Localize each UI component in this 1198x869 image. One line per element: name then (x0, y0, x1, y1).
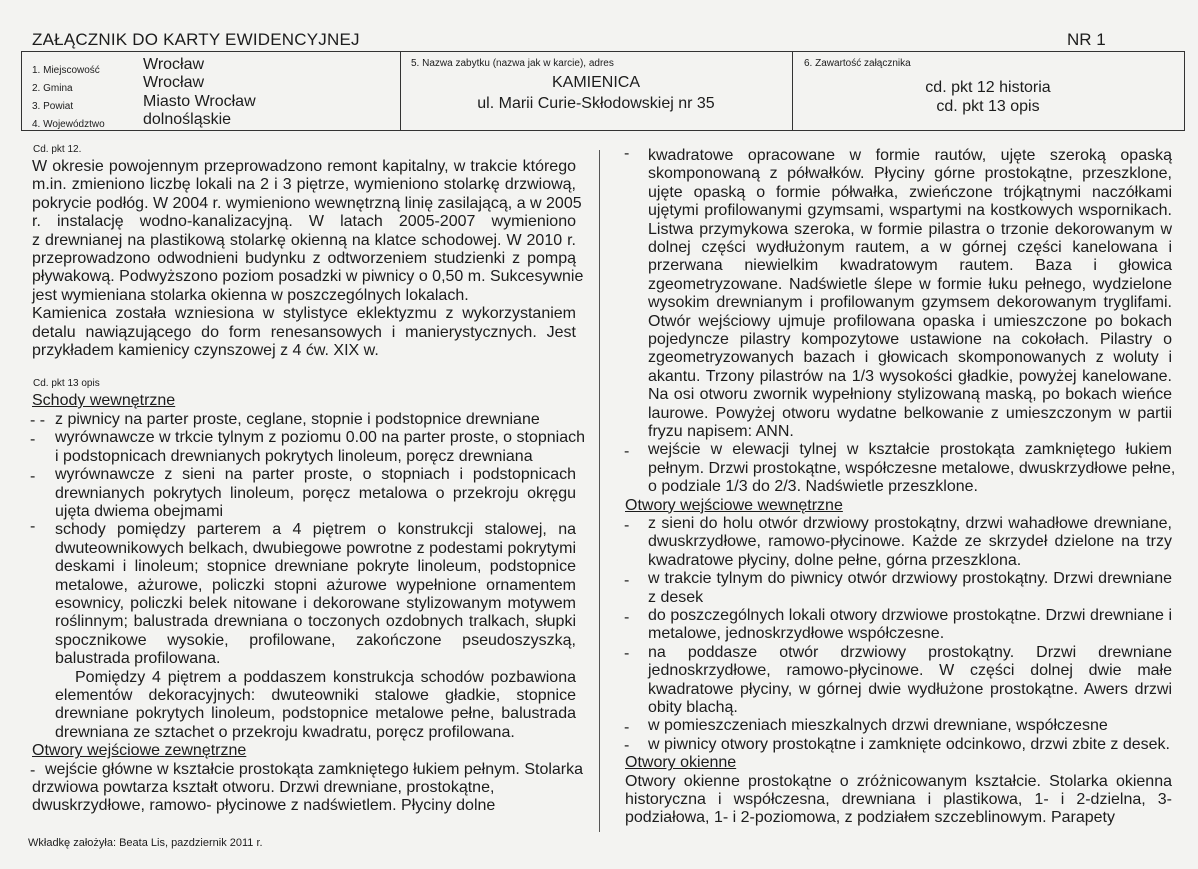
section-heading-otwory-zewnetrzne: Otwory wejściowe zewnętrzne (32, 742, 247, 760)
bullet-dash: - (624, 719, 630, 736)
section-12-label: Cd. pkt 12. (33, 144, 82, 155)
column-divider (599, 150, 600, 832)
continuation-line: zgeometryzowane. Nadświetle ślepe w formie łuku pełnego, wydzielone (648, 275, 1172, 293)
interior-door-line: na poddasze otwór drzwiowy prostokątny. Drzwi drewniane (648, 643, 1172, 661)
entrance-line: dwuskrzydłowe, ramowo- płycinowe z nadświetlem. Płyciny dolne (32, 797, 496, 815)
document-title: ZAŁĄCZNIK DO KARTY EWIDENCYJNEJ (32, 30, 360, 49)
rear-entrance-line: o podziale 1/3 do 2/3. Nadświetle przeszklone. (648, 478, 978, 496)
stairs-line: dwuteownikowych belkach, dwubiegowe powrotne z podestami pokrytymi (55, 539, 576, 557)
history-line: przykładem kamienicy czynszowej z 4 ćw. XIX w. (32, 342, 379, 359)
interior-door-line: obity blachą. (648, 699, 738, 716)
history-line: Kamienica została wzniesiona w stylistyce eklektyzmu z wykorzystaniem (32, 305, 576, 323)
history-line: detalu nawiązującego do form renesansowych i manierystycznych. Jest (32, 323, 576, 341)
contents-line-1: cd. pkt 12 historia (925, 79, 1051, 96)
stairs-line: drewniana ze sztachet o przekroju kwadratu, poręcz profilowana. (55, 723, 515, 741)
history-line: pokrycie podłóg. W 2004 r. wymieniono wewnętrzną linię zasilającą, a w 2005 (32, 194, 582, 212)
bullet-dash: - (30, 762, 36, 779)
monument-address: ul. Marii Curie-Skłodowskiej nr 35 (477, 95, 715, 112)
stairs-line: elementów dekoracyjnych: dwuteowniki stalowe gładkie, stopnice (55, 687, 576, 704)
bullet-dash: - (624, 645, 630, 662)
interior-door-line: dwuskrzydłowe, ramowo-płycinowe. Każde ze skrzydeł dzielone na trzy (648, 533, 1172, 551)
history-line: r. instalację wodno-kanalizacyjną. W latach 2005-2007 wymieniono (32, 213, 576, 231)
continuation-line: fryzu napisem: ANN. (648, 423, 794, 440)
interior-door-line: z sieni do holu otwór drzwiowy prostokątny, drzwi wahadłowe drewniane, (648, 515, 1172, 532)
interior-door-line: w piwnicy otwory prostokątne i zamknięte odcinkowo, drzwi zbite z desek. (648, 735, 1170, 753)
stairs-line: schody pomiędzy parterem a 4 piętrem o konstrukcji stalowej, na (55, 521, 576, 539)
interior-door-line: jednoskrzydłowe, ramowo-płycinowe. W części dolnej dwie małe (648, 662, 1172, 680)
stairs-line: drewniane pokrytych linoleum, podstopnice metalowe pełne, balustrada (55, 705, 576, 723)
contents-line-2: cd. pkt 13 opis (936, 98, 1040, 115)
stairs-line: z piwnicy na parter proste, ceglane, stopnie i podstopnice drewniane (55, 411, 540, 428)
section-heading-otwory-wewnetrzne: Otwory wejściowe wewnętrzne (625, 496, 843, 514)
stairs-line: wyrównawcze z sieni na parter proste, o stopniach i podstopnicach (55, 466, 576, 484)
field-label-miejscowosc: 1. Miejscowość (32, 65, 100, 76)
section-heading-schody: Schody wewnętrzne (32, 392, 176, 409)
history-line: W okresie powojennym przeprowadzono remont kapitalny, w trakcie którego (32, 158, 576, 175)
field-value-wojewodztwo: dolnośląskie (143, 111, 232, 128)
history-line: przeprowadzono odwodnieni budynku z odtworzeniem studzienki z pompą (32, 250, 576, 267)
history-line: pływakową. Podwyższono poziom posadzki w piwnicy o 0,50 m. Sukcesywnie (32, 268, 584, 286)
bullet-dash: - (30, 431, 36, 448)
field-label-gmina: 2. Gmina (32, 83, 73, 94)
section-13-label: Cd. pkt 13 opis (33, 378, 100, 389)
interior-door-line: kwadratowe płyciny, dolne pełne, górna przeszklona. (648, 551, 1022, 569)
stairs-line: balustrada profilowana. (55, 650, 221, 668)
continuation-line: dolnej części wydłużonym rautem, a w górnej części kanelowana i (648, 239, 1172, 256)
bullet-dash: - - (30, 412, 46, 429)
bullet-dash: - (30, 518, 36, 535)
continuation-line: Otwór wejściowy ujmuje profilowana opaska i umieszczone po bokach (648, 312, 1172, 330)
bullet-dash: - (624, 443, 630, 460)
continuation-line: zgeometryzowanych bazach i głowicach skomponowanych z woluty i (648, 349, 1172, 367)
rear-entrance-line: wejście w elewacji tylnej w kształcie prostokąta zamkniętego łukiem (648, 441, 1172, 459)
continuation-line: ujęte opaską o formie półwałka, zwieńczone trójkątnymi naczółkami (648, 183, 1172, 201)
continuation-line: Na osi otworu zwornik wypełniony stylizowaną maską, po bokach wieńce (648, 386, 1172, 404)
interior-door-line: do poszczególnych lokali otwory drzwiowe prostokątne. Drzwi drewniane i (648, 607, 1172, 624)
continuation-line: pojedyncze pilastry kompozytowe ustawione na cokołach. Pilastry o (648, 331, 1172, 348)
bullet-dash: - (624, 145, 630, 162)
field-label-wojewodztwo: 4. Województwo (32, 119, 105, 130)
entrance-line: drzwiowa powtarza kształt otworu. Drzwi drewniane, prostokątne, (32, 779, 495, 796)
interior-door-line: w pomieszczeniach mieszkalnych drzwi drewniane, współczesne (648, 717, 1108, 735)
stairs-line: wyrównawcze w trkcie tylnym z poziomu 0.00 na parter proste, o stopniach (55, 429, 586, 447)
interior-door-line: kwadratowe płyciny, w górnej dwie wydłużone prostokątne. Awers drzwi (648, 680, 1172, 698)
bullet-dash: - (624, 609, 630, 626)
bullet-dash: - (624, 572, 630, 589)
history-line: m.in. zmieniono liczbę lokali na 2 i 3 piętrze, wymieniono stolarkę drzwiową, (32, 176, 576, 194)
field-value-gmina: Wrocław (143, 74, 205, 91)
stairs-line: metalowe, ażurowe, policzki stopni ażurowe wypełnione ornamentem (55, 576, 576, 594)
interior-door-line: w trakcie tylnym do piwnicy otwór drzwiowy prostokątny. Drzwi drewniane (648, 570, 1172, 588)
continuation-line: kwadratowe opracowane w formie rautów, ujęte szeroką opaską (648, 147, 1172, 164)
entrance-line: wejście główne w kształcie prostokąta zamkniętego łukiem pełnym. Stolarka (45, 760, 584, 778)
rear-entrance-line: pełnym. Drzwi prostokątne, współczesne metalowe, dwuskrzydłowe pełne, (648, 459, 1176, 477)
stairs-line: roślinnym; balustrada drewniana o toczonych ozdobnych tralkach, słupki (55, 613, 576, 631)
header-table (21, 51, 1185, 131)
stairs-line: esownicy, policzki belek nitowane i dekorowane stylizowanym motywem (55, 595, 576, 612)
contents-label: 6. Zawartość załącznika (804, 58, 911, 69)
monument-name: KAMIENICA (551, 74, 640, 91)
monument-name-label: 5. Nazwa zabytku (nazwa jak w karcie), adres (411, 58, 614, 69)
stairs-line: Pomiędzy 4 piętrem a poddaszem konstrukcja schodów pozbawiona (75, 668, 576, 686)
stairs-line: i podstopnicach drewnianych pokrytych linoleum, poręcz drewniana (55, 447, 533, 465)
history-line: jest wymieniana stolarka okienna w poszczególnych lokalach. (32, 286, 469, 304)
window-line: historyczna i współczesna, drewniana i plastikowa, 1- i 2-dzielna, 3- (625, 791, 1172, 808)
continuation-line: ujętymi profilowanymi gzymsami, wspartymi na kostkowych wspornikach. (648, 202, 1172, 220)
continuation-line: skomponowaną z półwałków. Płyciny górne prostokątne, przeszklone, (648, 165, 1172, 183)
section-heading-otwory-okienne: Otwory okienne (625, 754, 737, 772)
window-line: podziałowa, 1- i 2-poziomowa, z podziałem szczeblinowym. Parapety (625, 809, 1115, 827)
stairs-line: drewnianych pokrytych linoleum, poręcz metalowa o przekroju okręgu (55, 484, 576, 502)
history-line: z drewnianej na plastikową stolarkę okienną na klatce schodowej. W 2010 r. (32, 231, 576, 249)
field-label-powiat: 3. Powiat (32, 101, 74, 112)
continuation-line: przerwana niewielkim kwadratowym rautem. Baza i głowica (648, 257, 1172, 275)
interior-door-line: z desek (648, 588, 704, 606)
continuation-line: wysokim drewnianym i profilowanym gzymsem dekorowanym tryglifami. (648, 294, 1172, 312)
stairs-line: spocznikowe wysokie, profilowane, zakończone pseudoszyszką, (55, 631, 576, 649)
field-value-powiat: Miasto Wrocław (143, 93, 256, 110)
continuation-line: akantu. Trzony pilastrów na 1/3 wysokości gładkie, powyżej kanelowane. (648, 367, 1172, 385)
bullet-dash: - (624, 517, 630, 534)
footer-author: Wkładkę założyła: Beata Lis, pazdziernik 2011 r. (28, 837, 263, 849)
stairs-line: deskami i linoleum; stopnice drewniane pokryte linoleum, podstopnice (55, 558, 576, 576)
bullet-dash: - (30, 468, 36, 485)
stairs-line: ujęta dwiema obejmami (55, 503, 224, 520)
interior-door-line: metalowe, jednoskrzydłowe współczesne. (648, 625, 945, 643)
attachment-number: NR 1 (1067, 30, 1106, 49)
continuation-line: Listwa przymykowa szeroka, w formie pilastra o trzonie dekorowanym w (648, 220, 1172, 238)
field-value-miejscowosc: Wrocław (143, 56, 205, 73)
window-line: Otwory okienne prostokątne o zróżnicowanym kształcie. Stolarka okienna (625, 772, 1172, 790)
continuation-line: laurowe. Powyżej otworu wydatne belkowanie z umieszczonym w partii (648, 404, 1172, 422)
bullet-dash: - (624, 737, 630, 754)
